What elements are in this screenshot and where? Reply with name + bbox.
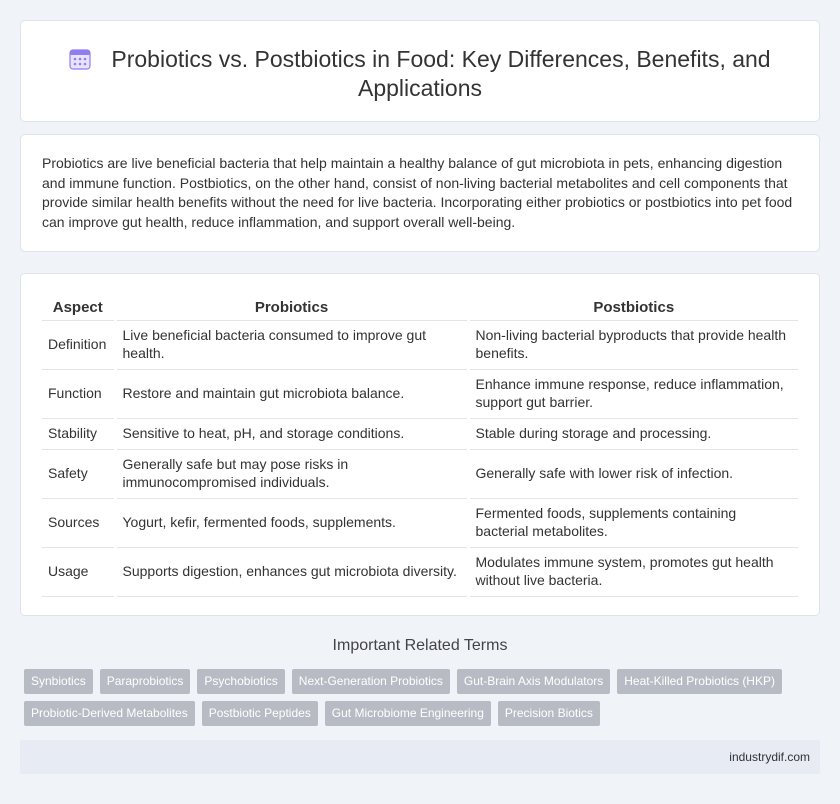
footer-site-link[interactable]: industrydif.com (729, 750, 810, 764)
probiotics-cell: Supports digestion, enhances gut microbiota diversity. (115, 547, 468, 596)
header (21, 45, 819, 103)
page-title-text: Probiotics vs. Postbiotics in Food: Key Differences, Benefits, and Applications (111, 46, 771, 101)
page-title (51, 45, 789, 103)
intro-text: Probiotics are live beneficial bacteria that help maintain a healthy balance of gut microbiota in pets, enhancing digestion and immune function. Postbiotics, on the other hand, consist of non-living bacterial metabolites and cell components that provide similar health benefits without the need for live bacteria. Incorporating either probiotics or postbiotics into pet food can improve gut health, reduce inflammation, and support overall well-being. (42, 155, 793, 230)
postbiotics-cell: Stable during storage and processing. (468, 418, 798, 449)
aspect-cell: Function (42, 369, 115, 418)
tag-postbiotic-peptides[interactable]: Postbiotic Peptides (202, 701, 318, 726)
calendar-icon (69, 48, 91, 70)
postbiotics-cell: Modulates immune system, promotes gut health without live bacteria. (468, 547, 798, 596)
tag-gut-brain-axis-modulators[interactable]: Gut-Brain Axis Modulators (457, 669, 610, 694)
header-probiotics: Probiotics (115, 296, 468, 320)
related-terms-tags (24, 669, 816, 733)
probiotics-cell: Sensitive to heat, pH, and storage conditions. (115, 418, 468, 449)
postbiotics-cell: Enhance immune response, reduce inflammation, support gut barrier. (468, 369, 798, 418)
tag-probiotic-derived-metabolites[interactable]: Probiotic-Derived Metabolites (24, 701, 195, 726)
tag-psychobiotics[interactable]: Psychobiotics (197, 669, 284, 694)
related-terms-title: Important Related Terms (332, 637, 508, 654)
header-card (20, 20, 820, 122)
postbiotics-cell: Generally safe with lower risk of infection. (468, 449, 798, 498)
comparison-table-card (20, 273, 820, 616)
table-header-row (42, 296, 798, 320)
tag-synbiotics[interactable]: Synbiotics (24, 669, 93, 694)
tag-row (24, 701, 816, 726)
probiotics-cell: Restore and maintain gut microbiota balance. (115, 369, 468, 418)
table-row (42, 369, 798, 418)
postbiotics-cell: Non-living bacterial byproducts that provide health benefits. (468, 320, 798, 369)
probiotics-cell: Yogurt, kefir, fermented foods, supplements. (115, 498, 468, 547)
aspect-cell: Safety (42, 449, 115, 498)
table-row (42, 498, 798, 547)
tag-gut-microbiome-engineering[interactable]: Gut Microbiome Engineering (325, 701, 491, 726)
aspect-cell: Stability (42, 418, 115, 449)
table-row (42, 449, 798, 498)
tag-heat-killed-probiotics[interactable]: Heat-Killed Probiotics (HKP) (617, 669, 782, 694)
probiotics-cell: Generally safe but may pose risks in immunocompromised individuals. (115, 449, 468, 498)
aspect-cell: Usage (42, 547, 115, 596)
aspect-cell: Sources (42, 498, 115, 547)
probiotics-cell: Live beneficial bacteria consumed to improve gut health. (115, 320, 468, 369)
tag-row (24, 669, 816, 694)
tag-next-generation-probiotics[interactable]: Next-Generation Probiotics (292, 669, 450, 694)
header-aspect: Aspect (42, 296, 115, 320)
tag-precision-biotics[interactable]: Precision Biotics (498, 701, 600, 726)
postbiotics-cell: Fermented foods, supplements containing bacterial metabolites. (468, 498, 798, 547)
tag-paraprobiotics[interactable]: Paraprobiotics (100, 669, 191, 694)
footer (20, 740, 820, 774)
table-row (42, 547, 798, 596)
intro-card (20, 134, 820, 252)
table-row (42, 320, 798, 369)
comparison-table (42, 296, 798, 597)
aspect-cell: Definition (42, 320, 115, 369)
header-postbiotics: Postbiotics (468, 296, 798, 320)
table-row (42, 418, 798, 449)
